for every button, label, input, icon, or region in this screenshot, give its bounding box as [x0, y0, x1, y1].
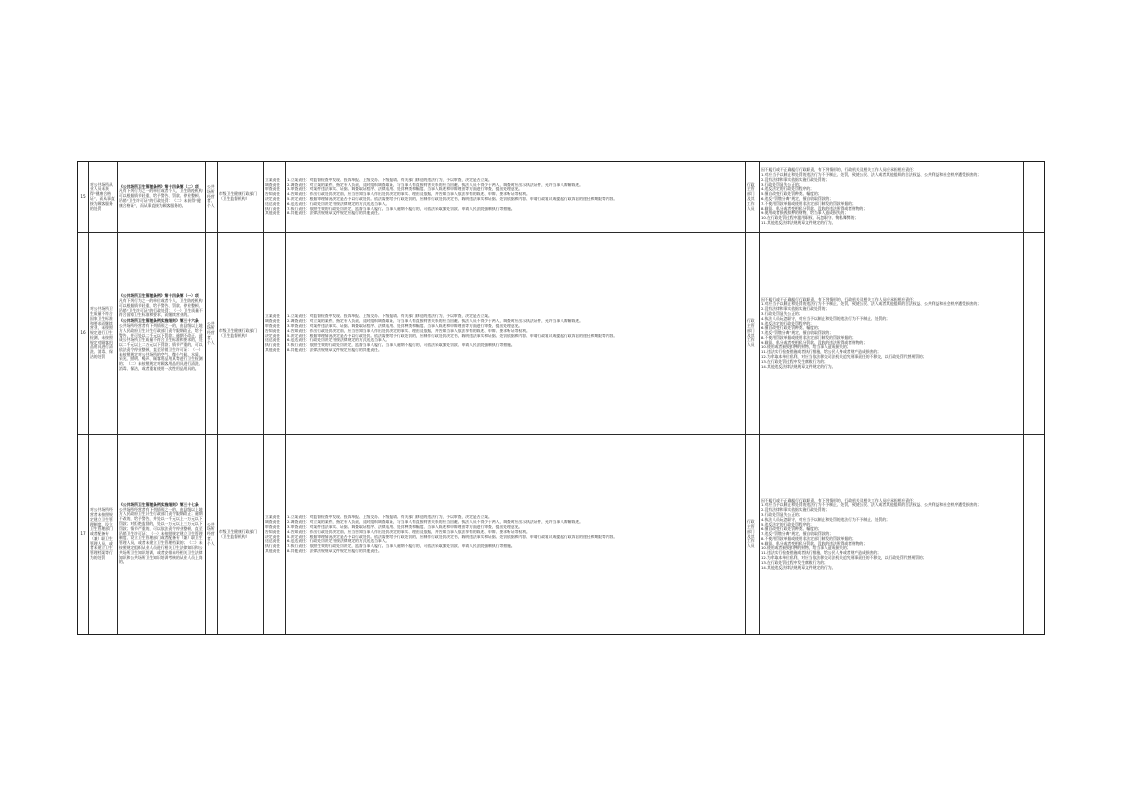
subject: 公共场所经营者、个人: [207, 320, 215, 345]
duty-label: 送达责任: [265, 201, 281, 206]
row-number: 15: [80, 193, 86, 199]
accountability-item: 10.在行政处罚过程中滥用职权、玩忽职守、徇私舞弊的；: [761, 215, 859, 221]
duty-text: 4.告知责任：作出行政处罚决定前，应当告知当事人作出处罚决定的事实、理由及依据，并告知当事人依法享有的陈述、申辩、要求听证等权利。: [287, 529, 530, 534]
duty-label: 其他责任: [265, 347, 281, 352]
accountability-item: 4.违反法定的行政处罚程序的；: [761, 186, 814, 192]
accountability-item: 3.行政处罚显失公正的；: [761, 181, 803, 187]
legal-basis: [119, 294, 204, 373]
duty-label: 执行责任: [265, 206, 281, 211]
liable-party-cell: [746, 435, 760, 634]
accountability: [761, 499, 1022, 571]
row-number: 16: [80, 330, 86, 336]
duty-text: 7.执行责任：依照生效的行政处罚决定，监督当事人履行。当事人逾期不履行的，可依法采取加处罚款、申请人民法院强制执行等措施。: [287, 343, 515, 348]
legal-basis-text: 凡有下列行为之一的单位或者个人，卫生防疫机构可以根据情节轻重，给予警告、罚款、停业整顿、吊销“卫生许可证”的行政处罚：（一）卫生质量不符合国家卫生标准和要求，而继续营业的。: [119, 297, 203, 318]
duty-text: 2.调查责任：对立案的案件，指定专人负责，及时组织调查取证，与当事人有直接利害关系的应当回避。执法人员不得少于两人，调查时应出示执法证件，允许当事人辩解陈述。: [287, 182, 583, 187]
legal-basis-ref: 《公共场所卫生管理条例实施细则》第三十六条: [119, 318, 199, 324]
duties-cell: [286, 233, 746, 435]
duty-label: 执行责任: [265, 343, 281, 348]
legal-basis-ref: 《公共场所卫生管理条例》第十四条第（一）项: [119, 293, 199, 299]
liable-party: 行政主管部门及其工作人员: [747, 181, 755, 211]
duty-text: 3.审查责任：对案件违法事实、证据、调查取证程序、法律适用、处罚种类和幅度、当事人陈述和申辩理由等方面进行审查，提出处理意见。: [287, 524, 523, 529]
department-cell: [218, 435, 264, 634]
duty-labels: [265, 178, 284, 216]
duties: [287, 515, 744, 553]
legal-basis: [119, 503, 204, 566]
item-name: 对公共场所经营者未按照规定建立卫生管理制度、设立卫生管理部门或者配备专（兼）职卫生管理人员，或者未建立卫生管理档案等行为的处罚: [90, 507, 113, 561]
duty-label: 调查责任: [265, 182, 281, 187]
legal-basis-paragraph: [119, 503, 204, 565]
liable-party-cell: [746, 233, 760, 435]
duty-text: 7.执行责任：依照生效的行政处罚决定，监督当事人履行。当事人逾期不履行的，可依法采取加处罚款、申请人民法院强制执行等措施。: [287, 544, 515, 549]
accountability-header: 因不履行或不正确履行行政职责，有下列情形的，行政机关及相关工作人员应承担相应责任：: [761, 296, 917, 302]
subject-cell: [206, 233, 218, 435]
accountability-item: 7.违反“罚缴分离”规定，擅自收取罚款的；: [761, 531, 834, 537]
accountability-item: 10.使用或者损毁扣押的财物，给当事人造成损失的；: [761, 344, 851, 350]
duty-label: 送达责任: [265, 539, 281, 544]
accountability-item: 1.对应当予以制止和处罚的违法行为不予制止、处罚，致使公民、法人或者其他组织的合法权益、公共利益和社会秩序遭受损害的；: [761, 502, 982, 508]
subject-cell: [206, 162, 218, 233]
duty-label: 决定责任: [265, 333, 281, 338]
duty-text: 8.其他责任：法律法规规章文件规定应履行的其他责任。: [287, 548, 382, 553]
accountability-item: 8.不使用罚款单据或使用非法定部门制发的罚款单据的；: [761, 334, 856, 340]
duty-label: 调查责任: [265, 520, 281, 525]
accountability-item: 7.违反“罚缴分离”规定，擅自收取罚款的；: [761, 330, 834, 336]
accountability-header: 因不履行或不正确履行行政职责，有下列情形的，行政机关及相关工作人员应承担相应责任：: [761, 497, 917, 503]
duty-labels: [265, 515, 284, 553]
duty-label: 立案责任: [265, 177, 281, 182]
duty-label: 立案责任: [265, 314, 281, 319]
accountability-item: 2.没有法律和事实依据实施行政处罚的；: [761, 176, 830, 182]
duty-text: 1.立案责任：对监督检查中发现、投诉举报、上级交办、下级报请、有关部门移送的违法行为，予以审查，决定是否立案。: [287, 177, 492, 182]
item-name-cell: [89, 162, 118, 233]
duty-text: 2.调查责任：对立案的案件，指定专人负责，及时组织调查取证，与当事人有直接利害关系的应当回避。执法人员不得少于两人，调查时应出示执法证件，允许当事人辩解陈述。: [287, 520, 583, 525]
liable-party: 行政主管部门及其工作人员: [747, 318, 755, 348]
duty-text: 8.其他责任：法律法规规章文件规定应履行的其他责任。: [287, 347, 382, 352]
item-name-cell: [89, 233, 118, 435]
duty-text: 5.决定责任：根据审理情况决定是否予以行政处罚。依法需要给予行政处罚的，应制作行政处罚决定书，载明违法事实和证据、处罚依据和内容、申请行政复议或提起行政诉讼的途径和期限等内容。: [287, 534, 618, 539]
legal-basis-text: 公共场所经营者有下列情形之一的，由县级以上地方人民政府卫生计生行政部门责令限期改正；逾期不改的，给予警告，并处以一千元以上一万元以下罚款；对拒绝监督的，处以一万元以上三万元以下罚款；情节严重的，可以依法责令停业整顿，直至吊销卫生许可证：（一）未按照规定建立卫生管理制度、设立卫生管理部门或者配备专（兼）职卫生管理人员，或者未建立卫生管理档案的；（二）未按照规定组织从业人员进行相关卫生法律知识和公共场所卫生知识培训，或者安排未经相关卫生法律知识和公共场所卫生知识培训考核的从业人员上岗的。: [119, 506, 203, 565]
accountability-item: 1.对应当予以制止和处罚的违法行为不予制止、处罚，致使公民、法人或者其他组织的合法权益、公共利益和社会秩序遭受损害的；: [761, 301, 982, 307]
accountability-item: 6.违反“罚缴分离”规定，擅自收取罚款的；: [761, 196, 834, 201]
accountability-item: 11.违法实行检查措施或者执行措施，给公民人身或者财产造成损害的；: [761, 550, 881, 556]
duty-labels-cell: [264, 162, 286, 233]
department-cell: [218, 162, 264, 233]
legal-basis-cell: [118, 435, 206, 634]
accountability-item: 3.行政处罚显失公正的；: [761, 511, 803, 517]
duty-text: 3.审查责任：对案件违法事实、证据、调查取证程序、法律适用、处罚种类和幅度、当事人陈述和申辩理由等方面进行审查，提出处理意见。: [287, 187, 523, 192]
accountability-item: 5.擅自改变行政处罚种类、幅度的；: [761, 191, 822, 197]
accountability-item: 8.不使用罚款单据或使用非法定部门制发的罚款单据的；: [761, 535, 856, 541]
accountability-item: 1.对应当予以制止和处罚的违法行为不予制止、处罚，致使公民、法人或者其他组织的合法权益、公共利益和社会秩序遭受损害的；: [761, 172, 982, 178]
duty-label: 其他责任: [265, 548, 281, 553]
duty-label: 告知责任: [265, 328, 281, 333]
accountability-item: 5.违反法定的行政处罚程序的；: [761, 320, 814, 326]
duty-text: 4.告知责任：作出行政处罚决定前，应当告知当事人作出处罚决定的事实、理由及依据，并告知当事人依法享有的陈述、申辩、要求听证等权利。: [287, 192, 530, 197]
accountability-item: 4.执法人员玩忽职守，对应当予以制止和处罚的违法行为不予制止、处罚的；: [761, 516, 890, 522]
duty-text: 6.送达责任：行政处罚决定书按法律规定的方式送达当事人。: [287, 539, 390, 544]
accountability-item: 13.在行政处罚过程中发生腐败行为的；: [761, 358, 828, 364]
accountability-item: 9.使用或者损毁扣押的财物，给当事人造成损失的；: [761, 210, 849, 216]
accountability-item: 14.其他违反法律法规规章文件规定的行为。: [761, 564, 836, 570]
legal-basis: [119, 185, 204, 210]
duty-label: 审查责任: [265, 187, 281, 192]
item-name-cell: [89, 435, 118, 634]
accountability-cell: [760, 233, 1024, 435]
subject: 公共场所经营者、个人: [207, 521, 215, 546]
accountability-header: 因不履行或不正确履行行政职责，有下列情形的，行政机关及相关工作人员应承担相应责任：: [761, 167, 917, 173]
accountability-cell: [760, 435, 1024, 634]
duty-label: 执行责任: [265, 544, 281, 549]
legal-basis-ref: 《公共场所卫生管理条例》第十四条第（二）项: [119, 183, 199, 189]
duties-cell: [286, 435, 746, 634]
accountability-item: 8.截留、私分或者变相私分罚款、没收的违法所得或者财物的；: [761, 205, 868, 211]
accountability-item: 10.使用或者损毁扣押的财物，给当事人造成损失的；: [761, 545, 851, 551]
subject-cell: [206, 435, 218, 634]
duties: [287, 178, 744, 216]
legal-basis-text: 凡有下列行为之一的单位或者个人，卫生防疫机构可以根据情节轻重，给予警告、罚款、停业整顿、吊销“卫生许可证”的行政处罚：（二）未获得“健康合格证”，而从事直接为顾客服务的。: [119, 188, 203, 208]
liable-party: 行政主管部门及其工作人员: [747, 519, 755, 549]
accountability-item: 12.为牟取本单位私利，对应当依法移交司法机关追究刑事责任的不移交，以行政处罚代替刑罚的；: [761, 555, 927, 561]
duty-text: 1.立案责任：对监督检查中发现、投诉举报、上级交办、下级报请、有关部门移送的违法行为，予以审查，决定是否立案。: [287, 515, 492, 520]
accountability-item: 3.行政处罚显失公正的；: [761, 310, 803, 316]
legal-basis-text: 公共场所经营者有下列情形之一的，由县级以上地方人民政府卫生计生行政部门责令限期改正，给予警告，并可处以二千元以下罚款；逾期不改正，造成公共场所卫生质量不符合卫生标准和要求的，处以二千元以上二万元以下罚款；情节严重的，可以依法责令停业整顿，直至吊销卫生许可证：（一）未按照规定对公共场所的空气、微小气候、水质、采光、照明、噪声、顾客用品用具等进行卫生检测的；（二）未按照规定对顾客用品用具进行清洗、消毒、保洁，或者重复使用一次性用品用具的。: [119, 322, 203, 372]
accountability-item: 2.没有法律和事实依据实施行政处罚的；: [761, 306, 830, 312]
accountability: [761, 168, 1022, 226]
duty-label: 审查责任: [265, 323, 281, 328]
duty-text: 1.立案责任：对监督检查中发现、投诉举报、上级交办、下级报请、有关部门移送的违法行为，予以审查，决定是否立案。: [287, 314, 492, 319]
accountability-item: 6.擅自改变行政处罚种类、幅度的；: [761, 526, 822, 532]
accountability-item: 11.违法实行检查措施或者执行措施，给公民人身或者财产造成损害的；: [761, 349, 881, 355]
accountability-item: 2.没有法律和事实依据实施行政处罚的；: [761, 507, 830, 513]
duty-label: 送达责任: [265, 338, 281, 343]
row-number-cell: [78, 162, 89, 233]
duty-label: 立案责任: [265, 515, 281, 520]
duty-labels-cell: [264, 233, 286, 435]
accountability-item: 4.执法人员玩忽职守，对应当予以制止和处罚的违法行为不予制止、处罚的；: [761, 315, 890, 321]
duty-text: 8.其他责任：法律法规规章文件规定应履行的其他责任。: [287, 211, 382, 216]
duty-labels: [265, 314, 284, 352]
department-cell: [218, 233, 264, 435]
duty-text: 6.送达责任：行政处罚决定书按法律规定的方式送达当事人。: [287, 201, 390, 206]
duty-text: 2.调查责任：对立案的案件，指定专人负责，及时组织调查取证，与当事人有直接利害关系的应当回避。执法人员不得少于两人，调查时应出示执法证件，允许当事人辩解陈述。: [287, 319, 583, 324]
duties: [287, 314, 744, 352]
duty-labels-cell: [264, 435, 286, 634]
legal-basis-cell: [118, 162, 206, 233]
duty-text: 4.告知责任：作出行政处罚决定前，应当告知当事人作出处罚决定的事实、理由及依据，并告知当事人依法享有的陈述、申辩、要求听证等权利。: [287, 328, 530, 333]
accountability-item: 5.违反法定的行政处罚程序的；: [761, 521, 814, 527]
subject: 公共场所经营者、个人: [207, 184, 215, 209]
accountability-item: 7.不使用罚款单据或使用非法定部门制发的罚款单据的；: [761, 200, 856, 206]
row-number-cell: [78, 435, 89, 634]
duty-text: 5.决定责任：根据审理情况决定是否予以行政处罚。依法需要给予行政处罚的，应制作行政处罚决定书，载明违法事实和证据、处罚依据和内容、申请行政复议或提起行政诉讼的途径和期限等内容。: [287, 333, 618, 338]
remarks-cell: [1024, 162, 1044, 233]
legal-basis-paragraph: [119, 319, 204, 372]
duty-label: 决定责任: [265, 197, 281, 201]
accountability-item: 6.擅自改变行政处罚种类、幅度的；: [761, 325, 822, 331]
department: 市级卫生健康行政部门（卫生监督机构）: [219, 327, 257, 338]
duty-text: 3.审查责任：对案件违法事实、证据、调查取证程序、法律适用、处罚种类和幅度、当事人陈述和申辩理由等方面进行审查，提出处理意见。: [287, 323, 523, 328]
remarks-cell: [1024, 435, 1044, 634]
row-number: 17: [80, 531, 86, 537]
duty-label: 决定责任: [265, 534, 281, 539]
accountability: [761, 298, 1022, 370]
department: 市级卫生健康行政部门（卫生监督机构）: [219, 528, 257, 539]
accountability-item: 9.截留、私分或者变相私分罚款、没收的违法所得或者财物的；: [761, 540, 868, 546]
row-number-cell: [78, 233, 89, 435]
legal-basis-ref: 《公共场所卫生管理条例实施细则》第三十七条: [119, 501, 199, 507]
accountability-item: 12.为牟取本单位私利，对应当依法移交司法机关追究刑事责任的不移交，以行政处罚代替刑罚的；: [761, 354, 927, 360]
item-name: 对公共场所卫生质量不符合国家卫生标准和要求而继续营业，未按照规定进行卫生检测，未按照规定对顾客用品用具进行清洗、消毒、保洁的处罚: [90, 306, 113, 360]
remarks-cell: [1024, 233, 1044, 435]
department: 市级卫生健康行政部门（卫生监督机构）: [219, 191, 257, 201]
accountability-item: 14.其他违反法律法规规章文件规定的行为。: [761, 363, 836, 369]
accountability-item: 13.在行政处罚过程中发生腐败行为的；: [761, 559, 828, 565]
accountability-item: 11.其他违反法律法规规章文件规定的行为。: [761, 219, 836, 225]
duty-label: 调查责任: [265, 319, 281, 324]
liable-party-cell: [746, 162, 760, 233]
duty-text: 5.决定责任：根据审理情况决定是否予以行政处罚。依法需要给予行政处罚的，应制作行政处罚决定书，载明违法事实和证据、处罚依据和内容、申请行政复议或提起行政诉讼的途径和期限等内容。: [287, 197, 618, 201]
item-name: 对公共场所从业人员未获得“健康合格证”，而从事直接为顾客服务的处罚: [90, 181, 115, 211]
responsibility-table: [78, 162, 1044, 634]
legal-basis-paragraph: [119, 294, 204, 318]
accountability-cell: [760, 162, 1024, 233]
duty-text: 7.执行责任：依照生效的行政处罚决定，监督当事人履行。当事人逾期不履行的，可依法采取加处罚款、申请人民法院强制执行等措施。: [287, 206, 515, 211]
duties-cell: [286, 162, 746, 233]
duty-label: 其他责任: [265, 211, 281, 216]
duty-label: 告知责任: [265, 192, 281, 197]
legal-basis-cell: [118, 233, 206, 435]
duty-label: 审查责任: [265, 524, 281, 529]
duty-label: 告知责任: [265, 529, 281, 534]
duty-text: 6.送达责任：行政处罚决定书按法律规定的方式送达当事人。: [287, 338, 390, 343]
accountability-item: 9.截留、私分或者变相私分罚款、没收的违法所得或者财物的；: [761, 339, 868, 345]
legal-basis-paragraph: [119, 185, 204, 209]
